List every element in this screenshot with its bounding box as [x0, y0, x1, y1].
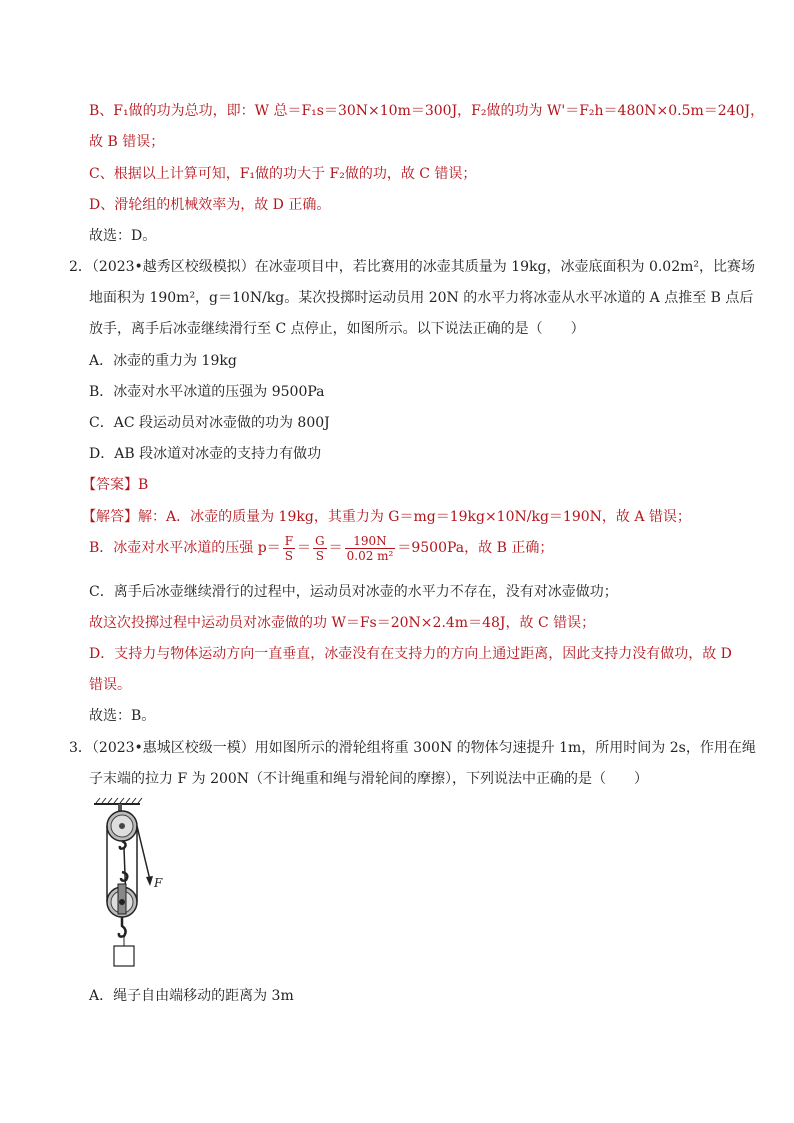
solution-line: 【解答】解：A．冰壶的质量为 19kg，其重力为 G＝mg＝19kg×10N/kg＝190N，故 A 错误；: [82, 509, 691, 525]
option-b: B．冰壶对水平冰道的压强为 9500Pa: [89, 384, 325, 400]
question-3-line: 3．（2023•惠城区校级一模）用如图所示的滑轮组将重 300N 的物体匀速提升 1m，所用时间为 2s，作用在绳: [69, 740, 756, 756]
text-line: 故选：D。: [89, 228, 157, 244]
option-d: D．AB 段冰道对冰壶的支持力有做功: [89, 446, 322, 462]
question-2-line: 2．（2023•越秀区校级模拟）在冰壶项目中，若比赛用的冰壶其质量为 19kg，冰壶底面积为 0.02m²，比赛场: [69, 259, 756, 275]
equals-sign: ＝: [297, 540, 312, 556]
denominator: 0.02 m²: [346, 548, 394, 563]
option-a: A．绳子自由端移动的距离为 3m: [89, 988, 294, 1004]
question-3-line: 子末端的拉力 F 为 200N（不计绳重和绳与滑轮间的摩擦），下列说法中正确的是（ ）: [89, 771, 649, 787]
pulley-diagram: [86, 796, 176, 974]
formula-prefix: B．冰壶对水平冰道的压强 p＝: [89, 540, 281, 556]
question-2-line: 放手，离手后冰壶继续滑行至 C 点停止，如图所示。以下说法正确的是（ ）: [89, 321, 585, 337]
denominator: S: [284, 548, 293, 563]
conclusion-line: 故选：B。: [89, 708, 156, 724]
equals-sign: ＝: [328, 540, 343, 556]
formula-suffix: ＝9500Pa，故 B 正确；: [397, 540, 554, 556]
option-a: A．冰壶的重力为 19kg: [89, 353, 237, 369]
numerator: G: [315, 533, 325, 548]
fraction-f-over-s: [283, 534, 295, 563]
formula-line: [89, 530, 553, 566]
solution-line: D．支持力与物体运动方向一直垂直，冰壶没有在支持力的方向上通过距离，因此支持力没有做功，故 D: [89, 646, 732, 662]
fraction-g-over-s: [313, 534, 327, 563]
denominator: S: [315, 548, 324, 563]
force-label: F: [154, 876, 163, 890]
question-2-line: 地面积为 190m²，g＝10N/kg。某次投掷时运动员用 20N 的水平力将冰壶从水平冰道的 A 点推至 B 点后: [89, 290, 754, 306]
text-line: 故 B 错误；: [89, 134, 165, 150]
solution-line: C．离手后冰壶继续滑行的过程中，运动员对冰壶的水平力不存在，没有对冰壶做功；: [89, 584, 618, 600]
text-line: D、滑轮组的机械效率为，故 D 正确。: [89, 197, 331, 213]
option-c: C．AC 段运动员对冰壶做的功为 800J: [89, 415, 330, 431]
text-line: B、F₁做的功为总功，即：W 总＝F₁s＝30N×10m＝300J，F₂做的功为 W'＝F₂h＝480N×0.5m＝240J，: [89, 103, 765, 119]
numerator: 190N: [345, 534, 396, 549]
force-arrow-icon: [146, 876, 153, 886]
load-block: [114, 946, 134, 966]
solution-line: 故这次投掷过程中运动员对冰壶做的功 W＝Fs＝20N×2.4m＝48J，故 C 错误；: [89, 615, 596, 631]
text-line: C、根据以上计算可知，F₁做的功大于 F₂做的功，故 C 错误；: [89, 166, 477, 182]
solution-line: 错误。: [89, 677, 131, 693]
numerator: F: [284, 533, 294, 548]
fraction-190n-over-area: [345, 534, 396, 563]
answer-label: 【答案】B: [82, 477, 149, 493]
